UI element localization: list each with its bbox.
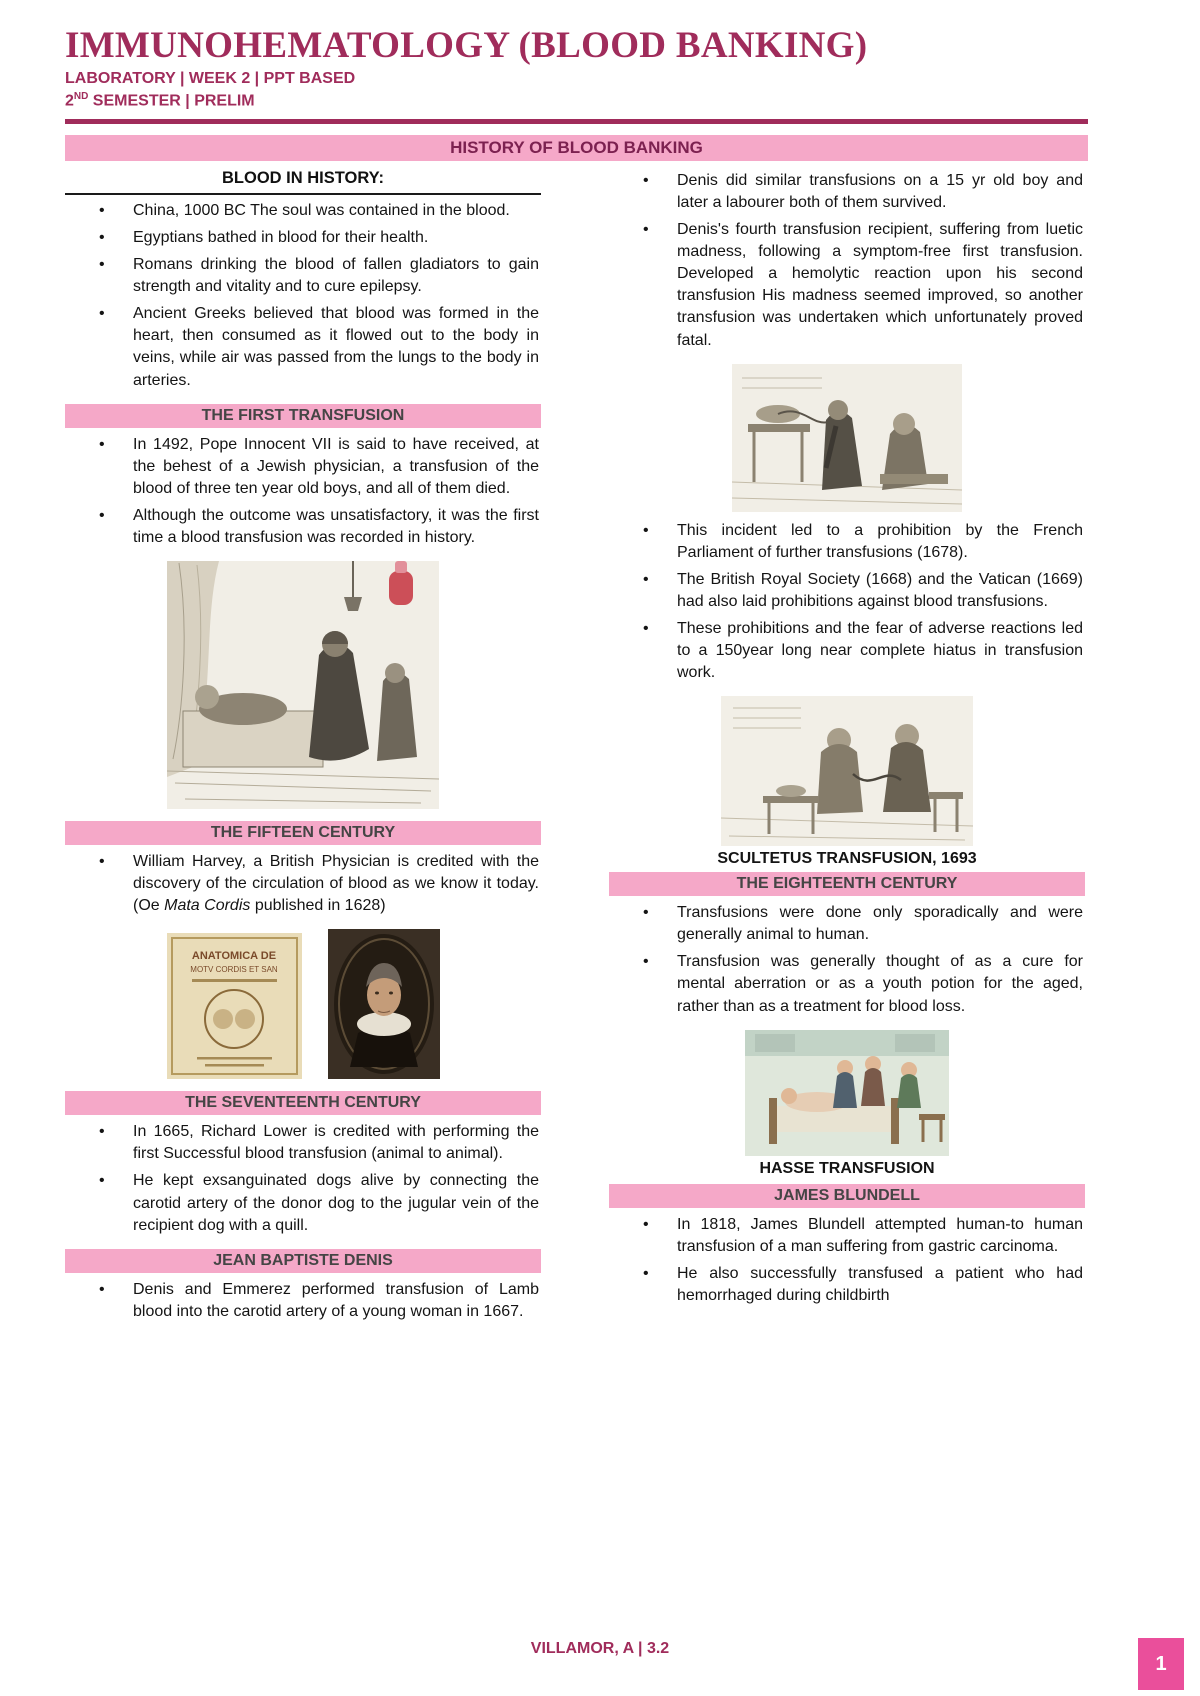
jean-baptiste-denis-list	[65, 1279, 541, 1323]
blood-in-history-list	[65, 200, 541, 392]
harvey-figures	[65, 929, 541, 1079]
header-subtitle-1: LABORATORY | WEEK 2 | PPT BASED	[65, 69, 356, 87]
svg-text:MOTV CORDIS ET SAN: MOTV CORDIS ET SAN	[189, 965, 278, 975]
bullet-item: • Denis's fourth transfusion recipient, suffering from luetic madness, following a symptom-free first transfusion. Developed a hemolytic reaction upon his second transfusion His madness seemed improved, so another transfusion was undertaken which unfortunately proved fatal.	[609, 219, 1085, 351]
scultetus-caption: SCULTETUS TRANSFUSION, 1693	[717, 850, 977, 868]
bullet-item: • Transfusions were done only sporadically and were generally animal to human.	[609, 902, 1085, 946]
section-header-james-blundell: JAMES BLUNDELL	[609, 1184, 1085, 1208]
bullet-item: • Ancient Greeks believed that blood was formed in the heart, then consumed as it flowed out to the body in veins, while air was passed from the lungs to the body in arteries.	[65, 303, 541, 391]
eighteenth-century-list	[609, 902, 1085, 1017]
james-blundell-list	[609, 1214, 1085, 1307]
footer-credit: VILLAMOR, A | 3.2	[530, 1640, 670, 1657]
right-column	[609, 165, 1085, 1312]
section-header-fifteen-century: THE FIFTEEN CENTURY	[65, 821, 541, 845]
scultetus-transfusion-engraving-image	[721, 696, 973, 846]
svg-text:ANATOMICA DE: ANATOMICA DE	[191, 950, 276, 963]
left-column	[65, 165, 541, 1328]
seventeenth-century-list	[65, 1121, 541, 1236]
section-header-seventeenth-century: THE SEVENTEENTH CENTURY	[65, 1091, 541, 1115]
page-number-badge: 1	[1138, 1638, 1184, 1690]
fifteen-century-list	[65, 851, 541, 917]
hasse-transfusion-illustration-image	[745, 1030, 949, 1156]
denis-continued-list	[609, 170, 1085, 352]
hasse-figure	[609, 1030, 1085, 1156]
page-title: IMMUNOHEMATOLOGY (BLOOD BANKING)	[65, 25, 868, 66]
bullet-item: • Romans drinking the blood of fallen gladiators to gain strength and vitality and to cure epilepsy.	[65, 254, 541, 298]
bullet-item: • In 1492, Pope Innocent VII is said to have received, at the behest of a Jewish physician, a transfusion of the blood of three ten year old boys, and all of them died.	[65, 434, 541, 500]
scultetus-figure	[609, 696, 1085, 846]
bullet-item: • Although the outcome was unsatisfactory, it was the first time a blood transfusion was recorded in history.	[65, 505, 541, 549]
semester-rest: SEMESTER | PRELIM	[88, 92, 255, 110]
first-transfusion-list	[65, 434, 541, 549]
harvey-text: William Harvey, a British Physician is credited with the discovery of the circulation of blood as we know it today. (Oe	[133, 853, 539, 915]
harvey-text-end: published in 1628)	[250, 897, 386, 915]
main-section-banner: HISTORY OF BLOOD BANKING	[65, 135, 1088, 161]
bullet-item: • He kept exsanguinated dogs alive by connecting the carotid artery of the donor dog to the jugular vein of the recipient dog with a quill.	[65, 1170, 541, 1236]
bullet-item: • He also successfully transfused a patient who had hemorrhaged during childbirth	[609, 1263, 1085, 1307]
harvey-book-title: Mata Cordis	[164, 897, 251, 915]
section-header-jean-baptiste-denis: JEAN BAPTISTE DENIS	[65, 1249, 541, 1273]
header-subtitle-2	[65, 91, 1088, 110]
bullet-item: • Denis and Emmerez performed transfusion of Lamb blood into the carotid artery of a young woman in 1667.	[65, 1279, 541, 1323]
bullet-item: • These prohibitions and the fear of adverse reactions led to a 150year long near complete hiatus in transfusion work.	[609, 618, 1085, 684]
bullet-item: • China, 1000 BC The soul was contained in the blood.	[65, 200, 541, 222]
header-divider	[65, 119, 1088, 124]
bullet-item: • Transfusion was generally thought of as a cure for mental aberration or as a youth potion for the aged, rather than as a treatment for blood loss.	[609, 951, 1085, 1017]
section-header-eighteenth-century: THE EIGHTEENTH CENTURY	[609, 872, 1085, 896]
anatomica-book-cover-image	[167, 933, 302, 1079]
section-header-first-transfusion: THE FIRST TRANSFUSION	[65, 404, 541, 428]
two-column-layout	[65, 165, 1088, 1328]
bullet-item	[65, 851, 541, 917]
bullet-item: • Egyptians bathed in blood for their health.	[65, 227, 541, 249]
bullet-item: • The British Royal Society (1668) and the Vatican (1669) had also laid prohibitions against blood transfusions.	[609, 569, 1085, 613]
section-header-blood-in-history: BLOOD IN HISTORY:	[65, 165, 541, 195]
denis-transfusion-engraving-image	[732, 364, 962, 512]
bullet-item: • Denis did similar transfusions on a 15 yr old boy and later a labourer both of them survived.	[609, 170, 1085, 214]
denis-transfusion-figure	[609, 364, 1085, 512]
william-harvey-portrait-image	[328, 929, 440, 1079]
semester-ordinal: ND	[73, 90, 89, 102]
bullet-item: • In 1665, Richard Lower is credited with performing the first Successful blood transfusion (animal to animal).	[65, 1121, 541, 1165]
semester-number: 2	[65, 92, 74, 110]
pope-transfusion-figure	[65, 561, 541, 809]
bullet-item: • This incident led to a prohibition by the French Parliament of further transfusions (1678).	[609, 520, 1085, 564]
bullet-item: • In 1818, James Blundell attempted human-to human transfusion of a man suffering from gastric carcinoma.	[609, 1214, 1085, 1258]
hasse-caption: HASSE TRANSFUSION	[759, 1159, 935, 1177]
document-header	[65, 26, 1088, 124]
pope-transfusion-engraving-image	[167, 561, 439, 809]
prohibition-list	[609, 520, 1085, 685]
